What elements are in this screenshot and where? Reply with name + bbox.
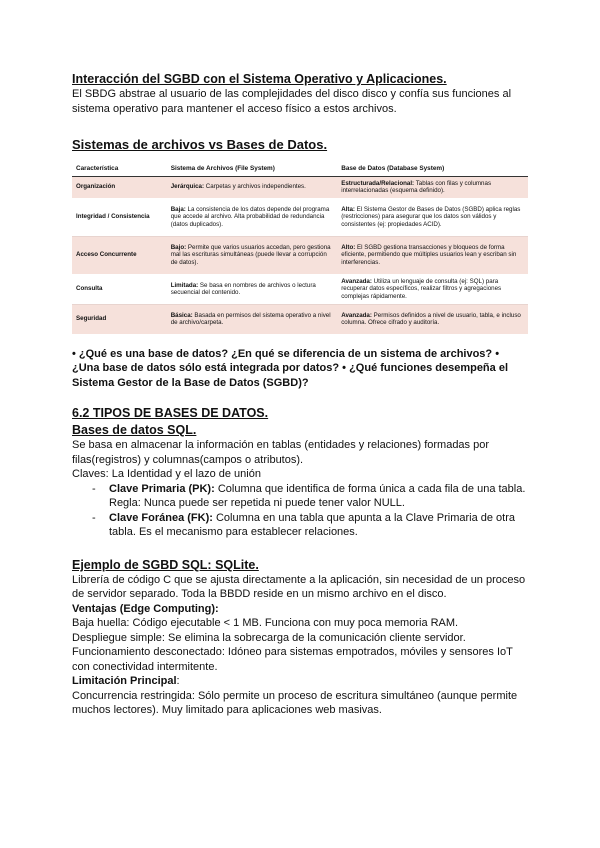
table-row [72,274,528,304]
table-cell-filesystem: Limitada: Se basa en nombres de archivos o lectura secuencial del contenido. [167,274,338,304]
list-item-primary-key [72,482,528,497]
advantages-title: Ventajas (Edge Computing): [72,602,219,615]
table-header-cell: Característica [72,161,167,176]
section-title-sqlite: Ejemplo de SGBD SQL: SQLite. [72,557,259,572]
table-cell-database: Alta: El Sistema Gestor de Bases de Datos (SGBD) aplica reglas (restricciones) para asegurar que los datos son válidos y consistentes (ej: propiedades ACID). [337,198,528,236]
table-cell-filesystem: Jerárquica: Carpetas y archivos independientes. [167,176,338,198]
sql-description: Se basa en almacenar la información en tablas (entidades y relaciones) formadas por filas(registros) y columnas(campos o atributos). [72,439,490,466]
section-title-comparison: Sistemas de archivos vs Bases de Datos. [72,137,328,152]
table-header-cell: Sistema de Archivos (File System) [167,161,338,176]
table-cell-database: Avanzada: Permisos definidos a nivel de usuario, tabla, e incluso columna. Ofrece cifrado y auditoría. [337,304,528,334]
primary-key-label: Clave Primaria (PK): [109,482,215,495]
comparison-table [72,161,528,335]
table-cell-feature: Acceso Concurrente [72,236,167,274]
limitation-title: Limitación Principal [72,675,177,688]
table-cell-database: Avanzada: Utiliza un lenguaje de consulta (ej: SQL) para recuperar datos específicos, realizar filtros y agregaciones complejas rápidamente. [337,274,528,304]
limitation-heading [72,674,528,689]
sqlite-description: Librería de código C que se ajusta directamente a la aplicación, sin necesidad de un proceso de servidor separado. Toda la BBDD reside en un mismo archivo en el disco. [72,573,526,601]
table-cell-filesystem: Baja: La consistencia de los datos depende del programa que accede al archivo. Alta probabilidad de redundancia (datos duplicados). [167,198,338,236]
table-cell-filesystem: Bajo: Permite que varios usuarios accedan, pero gestiona mal las escrituras simultáneas (puede llevar a corrupción de datos). [167,236,338,274]
table-cell-feature: Integridad / Consistencia [72,198,167,236]
list-dash: - [92,511,96,524]
section-title-interaction: Interacción del SGBD con el Sistema Operativo y Aplicaciones. [72,72,447,86]
primary-key-rule: Regla: Nunca puede ser repetida ni puede tener valor NULL. [109,497,405,510]
advantage-item: Funcionamiento desconectado: Idóneo para sistemas empotrados, móviles y sensores IoT con conectividad intermitente. [72,646,513,673]
review-questions: • ¿Qué es una base de datos? ¿En qué se diferencia de un sistema de archivos? • ¿Una base de datos sólo está integrada por datos? • ¿Qué funciones desempeña el Sistema Gestor de la Base de Datos (SGBD)? [72,347,509,389]
limitation-colon: : [176,675,180,688]
advantage-item: Baja huella: Código ejecutable < 1 MB. Funciona con muy poca memoria RAM. [72,617,459,630]
table-row [72,304,528,334]
table-header-row [72,161,528,176]
list-dash: - [92,482,96,495]
table-header-cell: Base de Datos (Database System) [337,161,528,176]
primary-key-text: Columna que identifica de forma única a cada fila de una tabla. [214,482,526,495]
list-item-foreign-key [72,511,528,540]
table-cell-filesystem: Básica: Basada en permisos del sistema operativo a nivel de archivo/carpeta. [167,304,338,334]
section-title-types: 6.2 TIPOS DE BASES DE DATOS. [72,406,269,421]
advantage-item: Despliegue simple: Se elimina la sobrecarga de la comunicación cliente servidor. [72,631,466,644]
keys-intro: Claves: La Identidad y el lazo de unión [72,468,261,481]
section-body-interaction: El SBDG abstrae al usuario de las complejidades del disco disco y confía sus funciones al sistema operativo para mantener el acceso físico a estos archivos. [72,88,512,115]
table-cell-database: Estructurada/Relacional: Tablas con filas y columnas interrelacionadas (esquema definido). [337,176,528,198]
table-row [72,198,528,236]
section-subtitle-sql: Bases de datos SQL. [72,423,197,438]
table-cell-feature: Seguridad [72,304,167,334]
table-cell-feature: Consulta [72,274,167,304]
table-cell-feature: Organización [72,176,167,198]
document-content [72,72,528,718]
foreign-key-label: Clave Foránea (FK): [109,511,213,524]
limitation-text: Concurrencia restringida: Sólo permite un proceso de escritura simultáneo (aunque permite muchos lectores). Muy limitado para aplicaciones web masivas. [72,689,518,717]
table-row [72,176,528,198]
foreign-key-text: Columna en una tabla que apunta a la Clave Primaria de otra tabla. Es el mecanismo para establecer relaciones. [109,511,515,539]
table-row [72,236,528,274]
table-cell-database: Alto: El SGBD gestiona transacciones y bloqueos de forma eficiente, permitiendo que múltiples usuarios lean y escriban sin interferencias. [337,236,528,274]
